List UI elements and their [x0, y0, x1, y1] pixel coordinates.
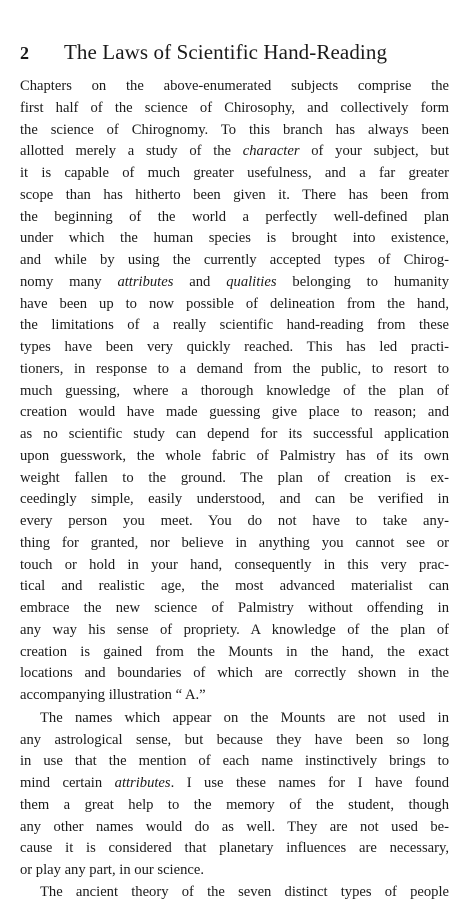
text-line: mind certain attributes. I use these names for I have found	[20, 775, 449, 791]
body-text	[20, 76, 449, 904]
text-line: scope than has hitherto been given it. There has been from	[20, 186, 449, 203]
text-line: The ancient theory of the seven distinct types of people	[40, 883, 449, 900]
text-line: any astrological sense, but because they have been so long	[20, 731, 449, 748]
text-line: much guessing, where a thorough knowledge of the plan of	[20, 382, 449, 399]
text-line: accompanying illustration “ A.”	[20, 687, 206, 703]
text-line: every person you meet. You do not have to take any-	[20, 513, 449, 529]
text-line: upon guesswork, the whole fabric of Palmistry has of its own	[20, 447, 449, 464]
text-line: types have been very quickly reached. This has led practi-	[20, 339, 449, 355]
text-line: tical and realistic age, the most advanced materialist can	[20, 578, 449, 595]
text-line: creation is gained from the Mounts in the hand, the exact	[20, 643, 449, 660]
text-line: them a great help to the memory of the student, though	[20, 796, 449, 813]
text-line: embrace the new science of Palmistry without offending in	[20, 600, 449, 616]
text-line: and while by using the currently accepted types of Chirog-	[20, 252, 449, 268]
text-line: or play any part, in our science.	[20, 862, 204, 878]
text-line: touch or hold in your hand, consequently in this very prac-	[20, 556, 449, 573]
running-title: The Laws of Scientific Hand-Reading	[64, 40, 388, 64]
text-line: thing for granted, nor believe in anything you cannot see or	[20, 534, 449, 551]
text-line: the science of Chirognomy. To this branch has always been	[20, 121, 449, 138]
text-line: it is capable of much greater usefulness, and a far greater	[20, 165, 449, 181]
paragraph-1	[20, 76, 449, 707]
text-line: creation would have made guessing give place to reason; and	[20, 404, 449, 421]
text-line: weight fallen to the ground. The plan of creation is ex-	[20, 469, 449, 486]
text-line: under which the human species is brought into existence,	[20, 230, 449, 247]
text-line: cause it is considered that planetary influences are necessary,	[20, 840, 449, 857]
text-line: allotted merely a study of the character of your subject, but	[20, 143, 449, 160]
text-line: nomy many attributes and qualities belonging to humanity	[20, 273, 449, 290]
text-line: the limitations of a really scientific hand-reading from these	[20, 317, 449, 334]
text-line: the beginning of the world a perfectly well-defined plan	[20, 208, 449, 225]
text-line: first half of the science of Chirosophy, and collectively form	[20, 99, 449, 116]
text-line: any way his sense of propriety. A knowledge of the plan of	[20, 621, 449, 638]
text-line: locations and boundaries of which are correctly shown in the	[20, 665, 449, 682]
paragraph-3	[20, 882, 449, 904]
text-line: Chapters on the above-enumerated subjects comprise the	[20, 78, 449, 94]
page-header	[20, 40, 449, 66]
paragraph-2	[20, 708, 449, 882]
text-line: in use that the mention of each name instinctively brings to	[20, 753, 449, 770]
text-line: tioners, in response to a demand from the public, to resort to	[20, 360, 449, 377]
page-number: 2	[20, 43, 29, 63]
text-line: ceedingly simple, easily understood, and can be verified in	[20, 491, 449, 508]
text-line: have been up to now possible of delineation from the hand,	[20, 295, 449, 312]
text-line: The names which appear on the Mounts are not used in	[40, 709, 449, 726]
text-line: any other names would do as well. They are not used be-	[20, 818, 449, 835]
text-line: as no scientific study can depend for its successful application	[20, 426, 449, 442]
